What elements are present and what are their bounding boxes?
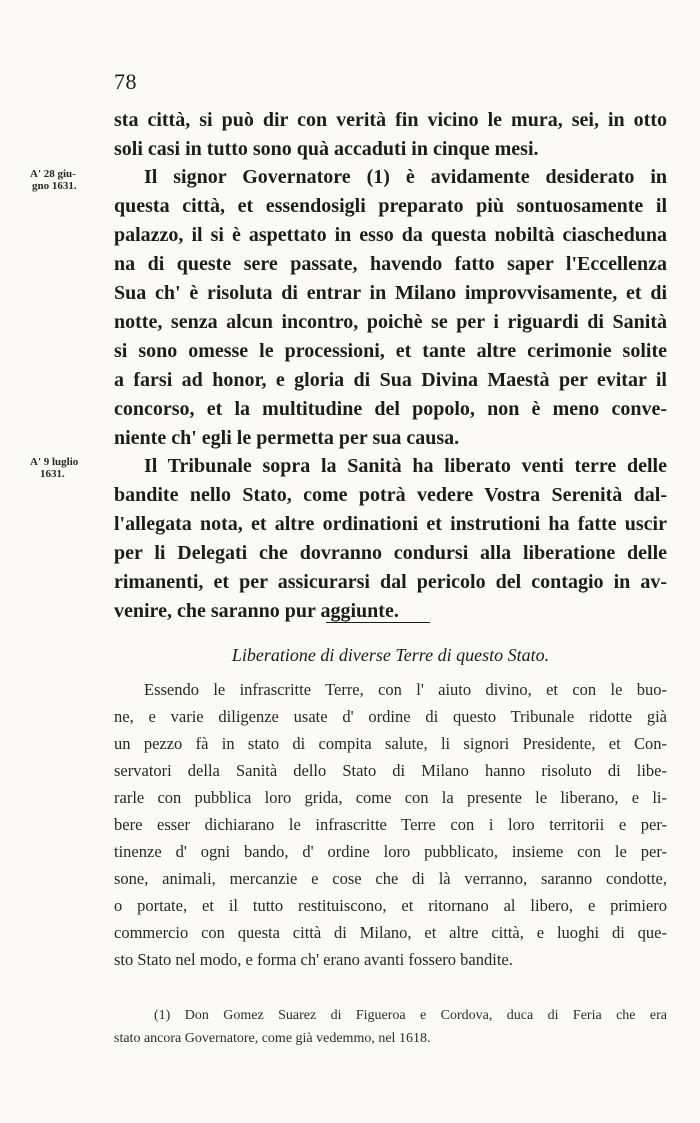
footnote-line: stato ancora Governatore, come già vedemmo, nel 1618.: [114, 1031, 431, 1046]
text-line: Il Tribunale sopra la Sanità ha liberato venti terre delle: [144, 455, 667, 477]
text-line: soli casi in tutto sono quà accaduti in cinque mesi.: [114, 138, 539, 160]
margin-note: [30, 168, 102, 192]
section-line: un pezzo fà in stato di compita salute, li signori Presidente, et Con-: [114, 734, 667, 753]
section-line: bere esser dichiarano le infrascritte Terre con i loro territorii e per-: [114, 815, 667, 834]
text-line: sta città, si può dir con verità fin vicino le mura, sei, in otto: [114, 109, 667, 131]
section-line: ne, e varie diligenze usate d' ordine di questo Tribunale ridotte già: [114, 707, 667, 726]
text-line: concorso, et la multitudine del popolo, non è meno conve-: [114, 398, 667, 420]
section-title: Liberatione di diverse Terre di questo Stato.: [231, 645, 550, 665]
text-line: questa città, et essendosigli preparato più sontuosamente il: [114, 195, 667, 217]
section-line: o portate, et il tutto restituiscono, et ritornano al libero, e primiero: [114, 896, 667, 915]
text-line: rimanenti, et per assicurarsi dal pericolo del contagio in av-: [114, 571, 667, 593]
text-line: Sua ch' è risoluta di entrar in Milano improvvisamente, et di: [114, 282, 667, 304]
section-line: tinenze d' ogni bando, d' ordine loro pubblicato, insieme con le per-: [114, 842, 667, 861]
section-line: servatori della Sanità dello Stato di Milano hanno risoluto di libe-: [114, 761, 667, 780]
text-line: Il signor Governatore (1) è avidamente desiderato in: [144, 166, 667, 188]
section-line: sone, animali, mercanzie e cose che di là verranno, saranno condotte,: [114, 869, 667, 888]
margin-note-line: A' 9 luglio: [30, 456, 79, 468]
margin-note-line: 1631.: [40, 468, 65, 480]
section-line: Essendo le infrascritte Terre, con l' aiuto divino, et con le buo-: [144, 680, 667, 699]
section-line: commercio con questa città di Milano, et altre città, e luoghi di que-: [114, 923, 667, 942]
section-divider: [326, 622, 430, 623]
text-line: si sono omesse le processioni, et tante altre cerimonie solite: [114, 340, 667, 362]
text-line: niente ch' egli le permetta per sua causa.: [114, 427, 460, 449]
footnote-line: (1) Don Gomez Suarez di Figueroa e Cordova, duca di Feria che era: [154, 1008, 667, 1023]
text-line: venire, che saranno pur aggiunte.: [114, 600, 399, 622]
section-line: rarle con pubblica loro grida, come con la presente le liberano, e li-: [114, 788, 667, 807]
text-line: a farsi ad honor, e gloria di Sua Divina Maestà per evitar il: [114, 369, 667, 391]
text-line: na di queste sere passate, havendo fatto saper l'Eccellenza: [114, 253, 667, 275]
margin-note-line: gno 1631.: [32, 180, 77, 192]
text-line: l'allegata nota, et altre ordinationi et instrutioni ha fatte uscir: [114, 513, 667, 535]
text-line: per li Delegati che dovranno condursi alla liberatione delle: [114, 542, 667, 564]
margin-note-line: A' 28 giu-: [30, 168, 76, 180]
margin-note: [30, 456, 102, 480]
text-line: bandite nello Stato, come potrà vedere Vostra Serenità dal-: [114, 484, 667, 506]
page-number: 78: [114, 69, 137, 94]
text-line: notte, senza alcun incontro, poichè se per i riguardi di Sanità: [114, 311, 667, 333]
text-line: palazzo, il si è aspettato in esso da questa nobiltà ciascheduna: [114, 224, 667, 246]
section-line: sto Stato nel modo, e forma ch' erano avanti fossero bandite.: [114, 950, 513, 969]
